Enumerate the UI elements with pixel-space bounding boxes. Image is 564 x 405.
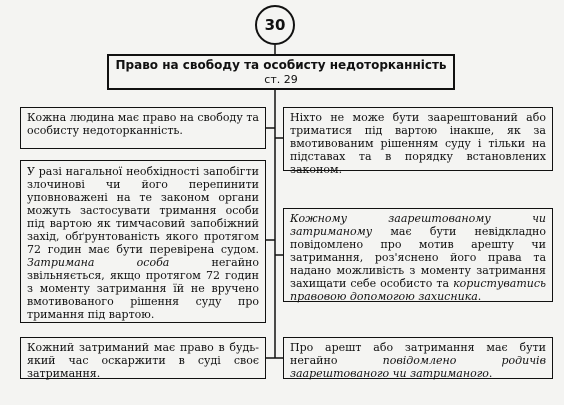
title-box <box>107 54 455 90</box>
right-box-2-text-2: . <box>477 290 482 303</box>
right-box-1-text: Ніхто не може бути заарештований або триматися під вартою інакше, як за вмотивованим рішенням суду і тільки на підставах та в порядку встановлених законом. <box>290 111 546 176</box>
title-main: Право на свободу та особисту недоторканність <box>115 58 447 72</box>
left-box-2-italic: Затримана особа <box>27 256 170 269</box>
right-box-3 <box>283 337 553 379</box>
right-box-3-text-1: Про арешт або затримання має бути негайно <box>290 341 546 367</box>
left-box-3 <box>20 337 266 379</box>
left-box-3-text: Кожний затриманий має право в будь-який час оскаржити в суді своє затримання. <box>27 341 259 380</box>
diagram-number: 30 <box>264 16 286 34</box>
right-box-2-italic-1: Кожному заарештованому чи затриманому <box>290 212 546 238</box>
diagram-number-badge <box>255 5 295 45</box>
left-box-2-text-2: негайно звільняється, якщо протягом 72 годин з моменту затримання їй не вручено вмотивованого рішення суду про тримання під вартою. <box>27 256 259 321</box>
right-box-3-text-2: . <box>488 367 493 380</box>
left-box-2 <box>20 160 266 323</box>
left-box-1 <box>20 107 266 149</box>
left-box-2-text-1: У разі нагальної необхідності запобігти злочинові чи його перепинити уповноважені на те законом органи можуть застосувати тримання особи під вартою як тимчасовий запобіжний захід, обґрунтованість якого протягом 72 годин має бути перевірена судом. <box>27 165 259 256</box>
title-article: ст. 29 <box>264 73 298 86</box>
left-box-1-text: Кожна людина має право на свободу та особисту недоторканність. <box>27 111 259 137</box>
right-box-1 <box>283 107 553 176</box>
right-box-3-italic: повідомлено родичів заарештованого чи затриманого <box>290 354 546 380</box>
right-box-2-text-1: має бути невідкладно повідомлено про мотив арешту чи затримання, роз'яснено його права та надано можливість з моменту затримання захищати себе особисто та <box>290 225 546 290</box>
right-box-2 <box>283 208 553 302</box>
right-box-2-italic-2: користуватись правовою допомогою захисника <box>290 277 546 303</box>
